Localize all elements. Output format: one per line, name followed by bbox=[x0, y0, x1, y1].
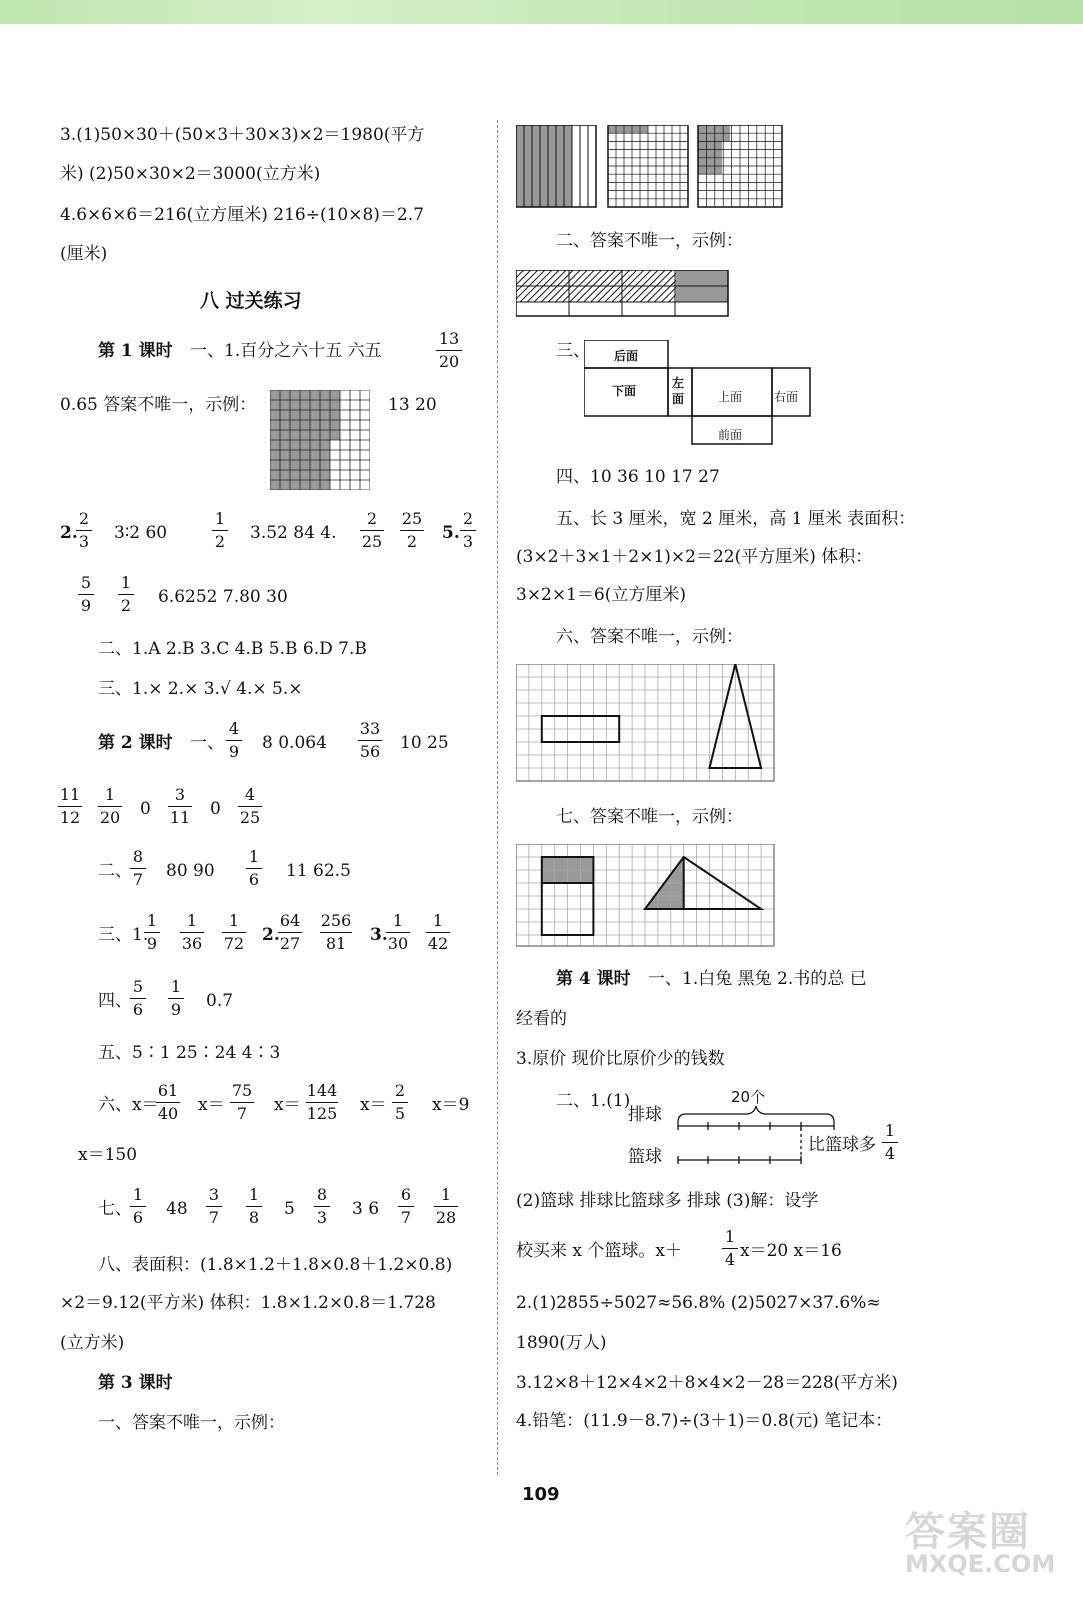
answer-line: 八、表面积：(1.8×1.2＋1.8×0.8＋1.2×0.8) bbox=[98, 1255, 453, 1275]
answer-line: 0 bbox=[210, 799, 221, 819]
answer-line: 米) (2)50×30×2＝3000(立方米) bbox=[60, 164, 321, 184]
answer-line: 七、答案不唯一，示例： bbox=[556, 807, 743, 827]
lesson-label: 第 2 课时 bbox=[98, 733, 173, 753]
net-label-top: 上面 bbox=[718, 390, 743, 404]
answer-line: 一、 bbox=[190, 733, 224, 753]
answer-line: 二、1.(1) bbox=[556, 1091, 631, 1111]
lesson-label: 第 1 课时 bbox=[98, 341, 173, 361]
fraction: 1 20 bbox=[99, 785, 121, 827]
answer-line: x＝20 x＝16 bbox=[740, 1241, 842, 1261]
fraction: 1 4 bbox=[722, 1228, 738, 1269]
answer-line: 3.12×8＋12×4×2＋8×4×2－28＝228(平方米) bbox=[516, 1373, 898, 1393]
top-banner bbox=[0, 0, 1083, 24]
answer-line: x＝ bbox=[360, 1095, 387, 1115]
fraction: 33 56 bbox=[359, 719, 381, 761]
answer-line: 3∶2 60 bbox=[114, 523, 168, 543]
fraction: 11 12 bbox=[59, 785, 81, 827]
fraction: 13 20 bbox=[436, 330, 462, 371]
watermark: 答案圈 bbox=[905, 1509, 1031, 1555]
answer-line: (2)篮球 排球比篮球多 排球 (3)解：设学 bbox=[516, 1191, 819, 1211]
answer-line: x＝ bbox=[274, 1095, 301, 1115]
fraction: 75 7 bbox=[231, 1081, 253, 1123]
fraction: 25 2 bbox=[401, 509, 423, 551]
answer-line: 3×2×1＝6(立方厘米) bbox=[516, 585, 687, 605]
answer-line: (立方米) bbox=[60, 1333, 125, 1353]
answer-line: 六、x＝ bbox=[98, 1095, 159, 1115]
fraction: 3 11 bbox=[169, 785, 191, 827]
fraction: 1 2 bbox=[118, 574, 134, 615]
hundred-grid-figure bbox=[270, 390, 370, 490]
answer-line: 四、 bbox=[98, 991, 132, 1011]
diagram-label-more: 比篮球多 bbox=[808, 1135, 876, 1155]
grid-shading-figures bbox=[516, 125, 786, 209]
grid-rectangle-triangle-figure bbox=[516, 664, 776, 784]
answer-line: (3×2＋3×1＋2×1)×2＝22(平方厘米) 体积： bbox=[516, 547, 873, 567]
fraction: 144 125 bbox=[306, 1081, 338, 1123]
question-number: 2. bbox=[262, 925, 280, 945]
fraction: 1 6 bbox=[130, 1186, 146, 1227]
answer-line: x＝9 bbox=[432, 1095, 470, 1115]
fraction: 2 3 bbox=[460, 510, 476, 551]
fraction: 8 3 bbox=[314, 1186, 330, 1227]
answer-line: 1890(万人) bbox=[516, 1333, 607, 1353]
answer-line: 二、答案不唯一，示例： bbox=[556, 231, 743, 251]
diagram-label-basketball: 篮球 bbox=[628, 1147, 662, 1167]
section-heading: 八 过关练习 bbox=[200, 290, 302, 312]
answer-line: 五、长 3 厘米，宽 2 厘米，高 1 厘米 表面积： bbox=[556, 509, 916, 529]
fraction: 4 9 bbox=[226, 720, 242, 761]
net-label-front: 前面 bbox=[718, 428, 743, 442]
fraction: 1 36 bbox=[181, 911, 203, 953]
fraction: 1 42 bbox=[427, 911, 449, 953]
page-number: 109 bbox=[522, 1484, 560, 1505]
answer-line: 经看的 bbox=[516, 1009, 567, 1029]
hatched-bar-figure bbox=[516, 270, 730, 318]
fraction: 1 28 bbox=[435, 1185, 457, 1227]
fraction: 2 25 bbox=[361, 509, 383, 551]
answer-line: 3 6 bbox=[352, 1199, 380, 1219]
fraction: 1 8 bbox=[246, 1186, 262, 1227]
answer-line: 三、1. bbox=[98, 925, 149, 945]
answer-line: 六、答案不唯一，示例： bbox=[556, 627, 743, 647]
answer-line: 二、 bbox=[98, 861, 132, 881]
answer-line: x＝150 bbox=[78, 1145, 138, 1165]
fraction: 2 3 bbox=[76, 510, 92, 551]
answer-line: (厘米) bbox=[60, 244, 108, 264]
answer-line: 3.原价 现价比原价少的钱数 bbox=[516, 1049, 725, 1069]
answer-line: 4.6×6×6＝216(立方厘米) 216÷(10×8)＝2.7 bbox=[60, 205, 424, 225]
answer-line: 48 bbox=[166, 1199, 188, 1219]
grid-shaded-shapes-figure bbox=[516, 844, 776, 948]
answer-line: 五、5∶1 25∶24 4∶3 bbox=[98, 1043, 281, 1063]
answer-line: 校买来 x 个篮球。x＋ bbox=[516, 1241, 682, 1261]
fraction: 256 81 bbox=[320, 911, 352, 953]
fraction: 1 30 bbox=[387, 911, 409, 953]
fraction: 5 9 bbox=[78, 574, 94, 615]
answer-line: 6.6252 7.80 30 bbox=[158, 587, 288, 607]
answer-line: 2.(1)2855÷5027≈56.8% (2)5027×37.6%≈ bbox=[516, 1293, 881, 1313]
segment-diagram bbox=[676, 1100, 846, 1166]
fraction: 61 40 bbox=[157, 1081, 179, 1123]
answer-line: 10 25 bbox=[400, 733, 449, 753]
answer-line: 四、10 36 10 17 27 bbox=[556, 467, 720, 487]
fraction: 3 7 bbox=[206, 1186, 222, 1227]
answer-line: 8 0.064 bbox=[262, 733, 327, 753]
net-label-back: 后面 bbox=[614, 349, 639, 363]
net-label-bottom: 下面 bbox=[612, 384, 637, 398]
answer-line: 13 20 bbox=[388, 395, 437, 415]
answer-line: 一、1.白兔 黑兔 2.书的总 已 bbox=[648, 969, 867, 989]
answer-line: 5 bbox=[284, 1199, 295, 1219]
answer-line: 80 90 bbox=[166, 861, 215, 881]
fraction: 1 9 bbox=[168, 978, 184, 1019]
answer-line: 一、1.百分之六十五 六五 bbox=[190, 341, 382, 361]
diagram-label-volleyball: 排球 bbox=[628, 1105, 662, 1125]
answer-line: ×2＝9.12(平方米) 体积：1.8×1.2×0.8＝1.728 bbox=[60, 1293, 436, 1313]
watermark-url: MXQE.COM bbox=[905, 1550, 1056, 1578]
answer-line: 二、1.A 2.B 3.C 4.B 5.B 6.D 7.B bbox=[98, 639, 367, 659]
fraction: 1 9 bbox=[144, 912, 160, 953]
answer-line: 0.7 bbox=[206, 991, 234, 1011]
answer-line: 七、 bbox=[98, 1199, 132, 1219]
fraction: 5 6 bbox=[130, 978, 146, 1019]
fraction: 64 27 bbox=[279, 911, 301, 953]
answer-line: 0 bbox=[140, 799, 151, 819]
fraction: 1 6 bbox=[246, 848, 262, 889]
answer-line: 4.铅笔：(11.9－8.7)÷(3＋1)＝0.8(元) 笔记本： bbox=[516, 1411, 893, 1431]
answer-line: 0.65 答案不唯一，示例： bbox=[60, 395, 257, 415]
answer-line: 三、1.× 2.× 3.√ 4.× 5.× bbox=[98, 679, 303, 699]
fraction: 4 25 bbox=[239, 785, 261, 827]
answer-line: x＝ bbox=[198, 1095, 225, 1115]
answer-line: 一、答案不唯一，示例： bbox=[98, 1413, 285, 1433]
question-number: 3. bbox=[370, 925, 388, 945]
fraction: 1 4 bbox=[882, 1122, 898, 1163]
answer-line: 三、 bbox=[556, 341, 590, 361]
net-label-right: 右面 bbox=[774, 390, 799, 404]
question-number: 2. bbox=[60, 523, 78, 543]
fraction: 2 5 bbox=[392, 1082, 408, 1123]
column-divider bbox=[497, 120, 498, 1475]
fraction: 1 2 bbox=[212, 510, 228, 551]
lesson-label: 第 4 课时 bbox=[556, 969, 631, 989]
lesson-label: 第 3 课时 bbox=[98, 1373, 173, 1393]
answer-line: 3.52 84 4. bbox=[250, 523, 337, 543]
fraction: 8 7 bbox=[130, 848, 146, 889]
answer-line: 3.(1)50×30＋(50×3＋30×3)×2＝1980(平方 bbox=[60, 125, 425, 145]
fraction: 6 7 bbox=[398, 1186, 414, 1227]
answer-line: 11 62.5 bbox=[286, 861, 351, 881]
net-label-left: 左面 bbox=[672, 376, 685, 406]
fraction: 1 72 bbox=[223, 911, 245, 953]
diagram-label-total: 20个 bbox=[731, 1088, 766, 1106]
question-number: 5. bbox=[442, 523, 460, 543]
